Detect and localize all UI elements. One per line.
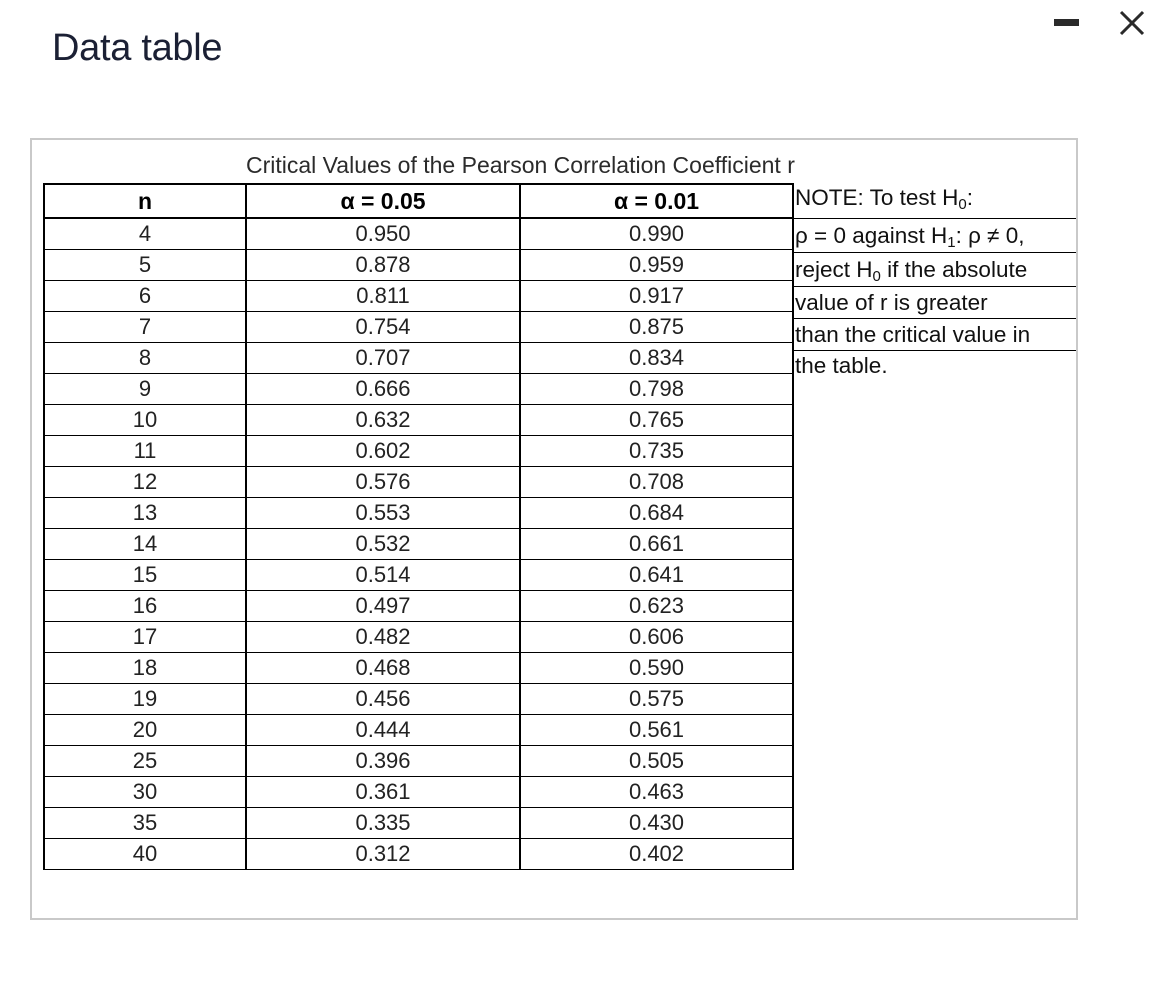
note-line: value of r is greater (792, 287, 1078, 319)
cell-alpha-001: 0.505 (520, 746, 793, 777)
table-body (44, 218, 793, 870)
note-text: if the absolute (880, 257, 1028, 282)
cell-n: 10 (44, 405, 246, 436)
cell-n: 35 (44, 808, 246, 839)
cell-alpha-005: 0.950 (246, 218, 520, 250)
close-button[interactable] (1117, 8, 1147, 38)
cell-alpha-001: 0.684 (520, 498, 793, 529)
cell-alpha-001: 0.590 (520, 653, 793, 684)
cell-alpha-001: 0.959 (520, 250, 793, 281)
table-row (44, 715, 793, 746)
data-table-panel (30, 138, 1078, 920)
note-line (792, 183, 1078, 219)
table-row (44, 622, 793, 653)
cell-n: 15 (44, 560, 246, 591)
cell-n: 12 (44, 467, 246, 498)
table-row (44, 653, 793, 684)
cell-alpha-001: 0.765 (520, 405, 793, 436)
cell-alpha-001: 0.402 (520, 839, 793, 870)
cell-n: 19 (44, 684, 246, 715)
cell-alpha-005: 0.754 (246, 312, 520, 343)
table-row (44, 839, 793, 870)
cell-n: 8 (44, 343, 246, 374)
cell-alpha-001: 0.661 (520, 529, 793, 560)
cell-n: 16 (44, 591, 246, 622)
cell-n: 11 (44, 436, 246, 467)
cell-alpha-001: 0.875 (520, 312, 793, 343)
close-icon (1117, 8, 1147, 38)
table-row (44, 312, 793, 343)
column-header-alpha-001: α = 0.01 (520, 184, 793, 218)
cell-alpha-005: 0.602 (246, 436, 520, 467)
table-row (44, 436, 793, 467)
cell-alpha-005: 0.878 (246, 250, 520, 281)
cell-n: 13 (44, 498, 246, 529)
cell-alpha-005: 0.707 (246, 343, 520, 374)
cell-alpha-001: 0.990 (520, 218, 793, 250)
cell-alpha-001: 0.575 (520, 684, 793, 715)
cell-n: 14 (44, 529, 246, 560)
cell-n: 30 (44, 777, 246, 808)
note-line: than the critical value in (792, 319, 1078, 351)
table-caption: Critical Values of the Pearson Correlation Coefficient r (246, 152, 795, 178)
cell-alpha-005: 0.312 (246, 839, 520, 870)
cell-alpha-001: 0.623 (520, 591, 793, 622)
cell-alpha-005: 0.576 (246, 467, 520, 498)
cell-n: 17 (44, 622, 246, 653)
cell-alpha-005: 0.361 (246, 777, 520, 808)
dialog-title: Data table (52, 27, 223, 69)
cell-alpha-001: 0.917 (520, 281, 793, 312)
cell-n: 9 (44, 374, 246, 405)
cell-n: 20 (44, 715, 246, 746)
note-subscript: 1 (947, 234, 956, 251)
note-subscript: 0 (872, 268, 881, 285)
cell-alpha-005: 0.666 (246, 374, 520, 405)
note-line (792, 253, 1078, 287)
cell-alpha-005: 0.532 (246, 529, 520, 560)
table-row (44, 498, 793, 529)
note-box (792, 183, 1078, 383)
note-text: : (966, 185, 973, 210)
cell-alpha-005: 0.632 (246, 405, 520, 436)
note-text: NOTE: To test H (795, 185, 959, 210)
cell-n: 25 (44, 746, 246, 777)
table-row (44, 684, 793, 715)
table-row (44, 281, 793, 312)
cell-alpha-001: 0.606 (520, 622, 793, 653)
note-text: : ρ ≠ 0, (955, 223, 1025, 248)
table-row (44, 250, 793, 281)
cell-alpha-005: 0.497 (246, 591, 520, 622)
cell-alpha-005: 0.468 (246, 653, 520, 684)
cell-n: 18 (44, 653, 246, 684)
cell-alpha-001: 0.735 (520, 436, 793, 467)
cell-alpha-001: 0.708 (520, 467, 793, 498)
cell-alpha-001: 0.641 (520, 560, 793, 591)
table-row (44, 374, 793, 405)
note-subscript: 0 (958, 196, 967, 213)
cell-n: 7 (44, 312, 246, 343)
note-line (792, 219, 1078, 253)
cell-n: 40 (44, 839, 246, 870)
cell-alpha-005: 0.514 (246, 560, 520, 591)
table-row (44, 218, 793, 250)
table-row (44, 343, 793, 374)
table-row (44, 591, 793, 622)
table-row (44, 777, 793, 808)
table-row (44, 405, 793, 436)
table-row (44, 529, 793, 560)
cell-n: 5 (44, 250, 246, 281)
cell-alpha-005: 0.811 (246, 281, 520, 312)
minimize-button[interactable] (1052, 8, 1082, 38)
table-row (44, 746, 793, 777)
note-text: ρ = 0 against H (795, 223, 948, 248)
table-row (44, 467, 793, 498)
cell-alpha-001: 0.798 (520, 374, 793, 405)
column-header-alpha-005: α = 0.05 (246, 184, 520, 218)
table-row (44, 808, 793, 839)
cell-alpha-005: 0.444 (246, 715, 520, 746)
cell-alpha-001: 0.561 (520, 715, 793, 746)
cell-alpha-005: 0.482 (246, 622, 520, 653)
column-header-n: n (44, 184, 246, 218)
note-text: reject H (795, 257, 873, 282)
cell-alpha-001: 0.463 (520, 777, 793, 808)
cell-alpha-001: 0.834 (520, 343, 793, 374)
table-row (44, 560, 793, 591)
note-line: the table. (795, 353, 888, 378)
cell-alpha-001: 0.430 (520, 808, 793, 839)
cell-alpha-005: 0.335 (246, 808, 520, 839)
cell-n: 6 (44, 281, 246, 312)
cell-n: 4 (44, 218, 246, 250)
cell-alpha-005: 0.456 (246, 684, 520, 715)
minimize-icon (1054, 19, 1079, 26)
table-header-row (44, 184, 793, 218)
cell-alpha-005: 0.396 (246, 746, 520, 777)
cell-alpha-005: 0.553 (246, 498, 520, 529)
critical-values-table (43, 183, 794, 870)
